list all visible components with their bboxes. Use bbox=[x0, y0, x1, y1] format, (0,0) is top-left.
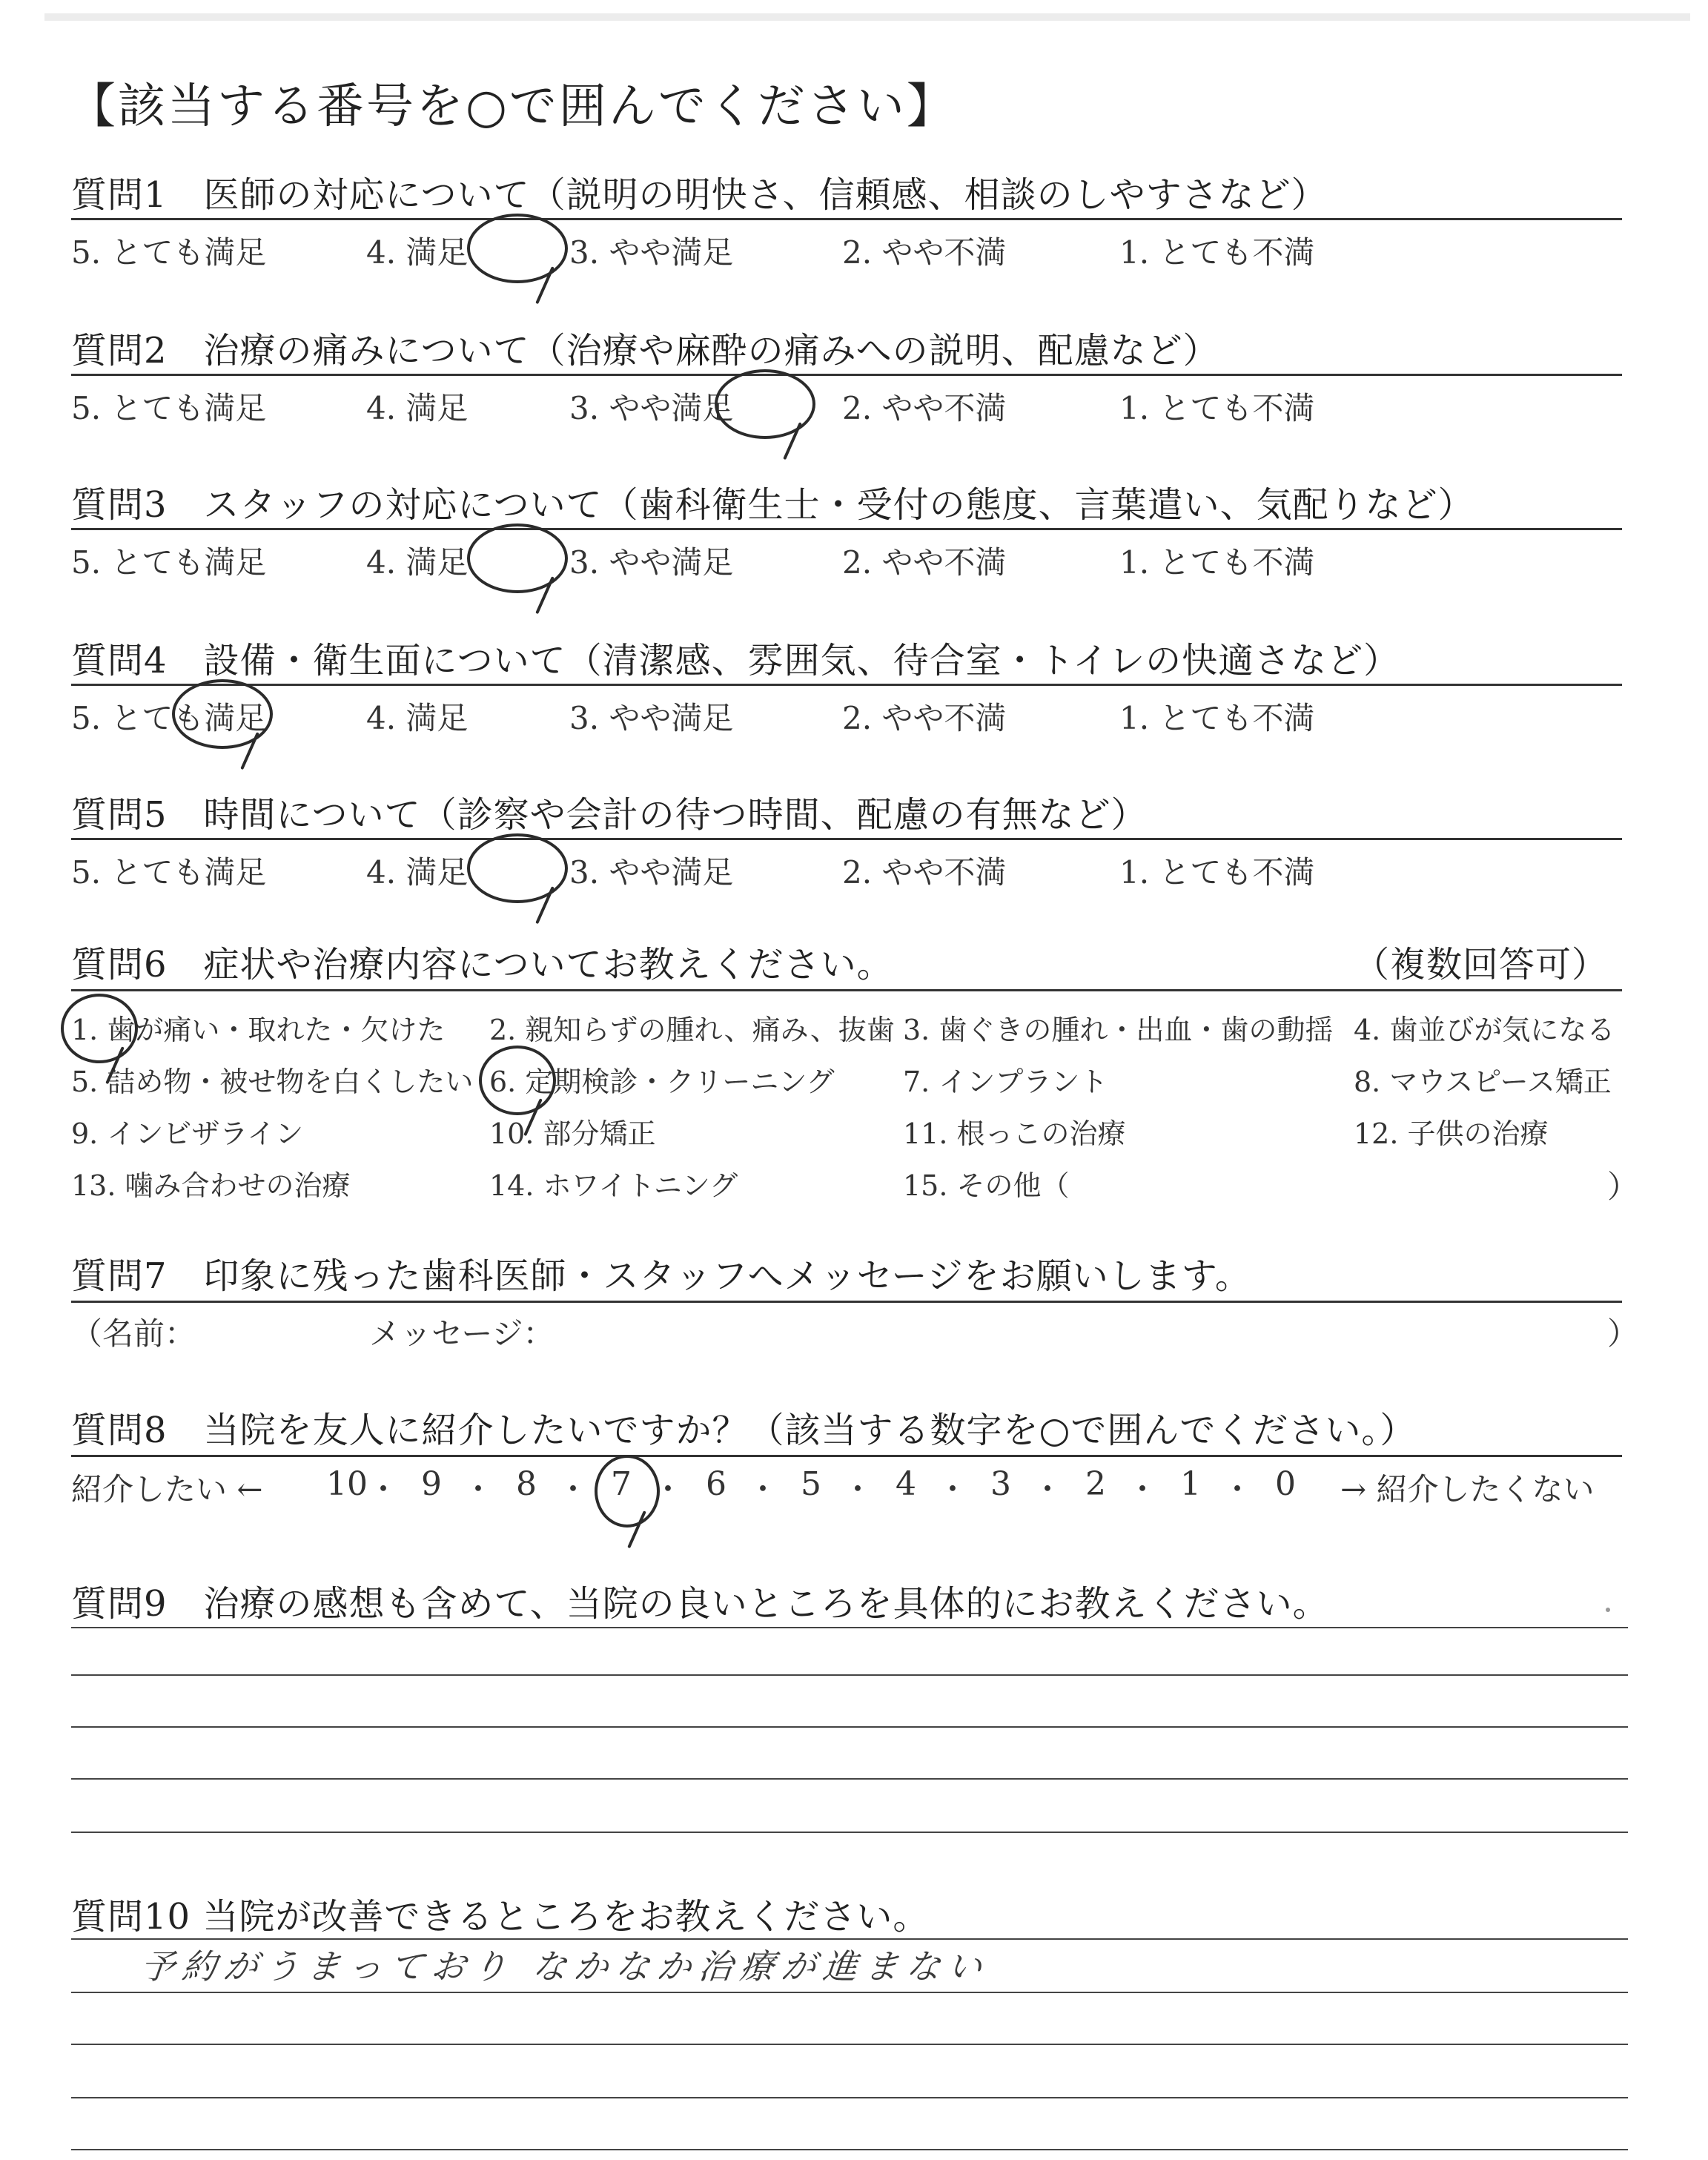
rating-option: 1. とても不満 bbox=[1119, 700, 1315, 736]
q9-writing-line bbox=[71, 1778, 1628, 1780]
answer-circle bbox=[715, 369, 815, 439]
q6-option: 6. 定期検診・クリーニング bbox=[489, 1066, 835, 1098]
question-title: 質問4 設備・衛生面について（清潔感、雰囲気、待合室・トイレの快適さなど） bbox=[71, 640, 1400, 681]
q6-answer-circle bbox=[61, 994, 138, 1063]
answer-circle bbox=[467, 524, 568, 593]
q7-name-label: （名前： bbox=[71, 1315, 196, 1352]
q6-option: 11. 根っこの治療 bbox=[903, 1117, 1126, 1150]
q8-separator: ・ bbox=[368, 1471, 400, 1507]
rating-option: 4. 満足 bbox=[366, 390, 469, 426]
rating-option: 4. 満足 bbox=[366, 234, 469, 271]
question-rule bbox=[71, 684, 1622, 686]
q6-option: 5. 詰め物・被せ物を白くしたい bbox=[71, 1066, 474, 1098]
q8-separator: ・ bbox=[1127, 1471, 1159, 1507]
q6-rule bbox=[71, 989, 1622, 991]
q8-number: 0 bbox=[1275, 1465, 1296, 1503]
question-rule bbox=[71, 528, 1622, 530]
rating-option: 5. とても満足 bbox=[71, 544, 267, 581]
q8-answer-circle bbox=[595, 1455, 660, 1527]
q9-writing-line bbox=[71, 1627, 1628, 1628]
rating-option: 2. やや不満 bbox=[842, 390, 1007, 426]
q8-separator: ・ bbox=[1032, 1471, 1064, 1507]
q8-right-label: → 紹介したくない bbox=[1340, 1471, 1595, 1507]
rating-option: 5. とても満足 bbox=[71, 700, 267, 736]
q8-number: 9 bbox=[421, 1465, 442, 1503]
q8-number: 8 bbox=[516, 1465, 537, 1503]
q8-number: 1 bbox=[1180, 1465, 1201, 1503]
rating-option: 5. とても満足 bbox=[71, 854, 267, 891]
q6-note: （複数回答可） bbox=[1354, 944, 1609, 985]
q6-option: 4. 歯並びが気になる bbox=[1354, 1014, 1615, 1046]
answer-circle bbox=[467, 833, 568, 903]
q9-writing-line bbox=[71, 1832, 1628, 1833]
q8-number: 10 bbox=[326, 1465, 368, 1503]
q8-separator: ・ bbox=[557, 1471, 589, 1507]
q8-separator: ・ bbox=[747, 1471, 779, 1507]
q6-option: 1. 歯が痛い・取れた・欠けた bbox=[71, 1014, 446, 1046]
q10-writing-line bbox=[71, 1992, 1628, 1993]
rating-option: 3. やや満足 bbox=[569, 544, 734, 581]
rating-option: 1. とても不満 bbox=[1119, 854, 1315, 891]
rating-option: 3. やや満足 bbox=[569, 854, 734, 891]
q8-number: 3 bbox=[990, 1465, 1011, 1503]
q9-writing-line bbox=[71, 1674, 1628, 1676]
rating-option: 3. やや満足 bbox=[569, 234, 734, 271]
q10-writing-line bbox=[71, 2044, 1628, 2045]
question-title: 質問5 時間について（診察や会計の待つ時間、配慮の有無など） bbox=[71, 794, 1148, 836]
question-title: 質問1 医師の対応について（説明の明快さ、信頼感、相談のしやすさなど） bbox=[71, 174, 1328, 216]
q7-message-label: メッセージ： bbox=[369, 1315, 555, 1352]
rating-option: 3. やや満足 bbox=[569, 700, 734, 736]
rating-option: 2. やや不満 bbox=[842, 854, 1007, 891]
q9-writing-line bbox=[71, 1726, 1628, 1728]
q8-left-label: 紹介したい ← bbox=[71, 1471, 263, 1507]
rating-option: 5. とても満足 bbox=[71, 234, 267, 271]
q7-title: 質問7 印象に残った歯科医師・スタッフへメッセージをお願いします。 bbox=[71, 1255, 1251, 1297]
q6-title: 質問6 症状や治療内容についてお教えください。 bbox=[71, 944, 893, 985]
question-rule bbox=[71, 218, 1622, 220]
question-title: 質問3 スタッフの対応について（歯科衛生士・受付の態度、言葉遣い、気配りなど） bbox=[71, 484, 1474, 526]
q8-separator: ・ bbox=[463, 1471, 494, 1507]
q8-number: 6 bbox=[706, 1465, 726, 1503]
q6-option: 3. 歯ぐきの腫れ・出血・歯の動揺 bbox=[903, 1014, 1334, 1046]
rating-option: 4. 満足 bbox=[366, 544, 469, 581]
rating-option: 2. やや不満 bbox=[842, 544, 1007, 581]
answer-circle bbox=[172, 679, 273, 749]
q9-title: 質問9 治療の感想も含めて、当院の良いところを具体的にお教えください。 bbox=[71, 1583, 1329, 1625]
q8-number: 7 bbox=[611, 1465, 632, 1503]
q8-separator: ・ bbox=[842, 1471, 874, 1507]
q10-writing-line bbox=[71, 2097, 1628, 2098]
q10-title: 質問10 当院が改善できるところをお教えください。 bbox=[71, 1896, 930, 1938]
q8-title: 質問8 当院を友人に紹介したいですか？（該当する数字を○で囲んでください。） bbox=[71, 1410, 1417, 1451]
rating-option: 5. とても満足 bbox=[71, 390, 267, 426]
rating-option: 2. やや不満 bbox=[842, 234, 1007, 271]
q7-close: ） bbox=[1607, 1315, 1639, 1352]
q6-option: 8. マウスピース矯正 bbox=[1354, 1066, 1612, 1098]
instruction-header: 【該当する番号を○で囲んでください】 bbox=[68, 79, 956, 134]
question-rule bbox=[71, 838, 1622, 840]
rating-option: 4. 満足 bbox=[366, 854, 469, 891]
q6-other-close: ） bbox=[1607, 1169, 1639, 1205]
q8-separator: ・ bbox=[1222, 1471, 1254, 1507]
q6-option: 14. ホワイトニング bbox=[489, 1169, 738, 1202]
question-title: 質問2 治療の痛みについて（治療や麻酔の痛みへの説明、配慮など） bbox=[71, 330, 1219, 371]
q6-option: 13. 噛み合わせの治療 bbox=[71, 1169, 351, 1202]
q6-option: 15. その他（ bbox=[903, 1169, 1070, 1202]
q6-option: 2. 親知らずの腫れ、痛み、抜歯 bbox=[489, 1014, 895, 1046]
q10-handwritten-answer: 予約がうまっており なかなか治療が進まない bbox=[138, 1946, 992, 1986]
rating-option: 3. やや満足 bbox=[569, 390, 734, 426]
q8-number: 5 bbox=[801, 1465, 821, 1503]
q6-option: 7. インプラント bbox=[903, 1066, 1108, 1098]
q7-rule bbox=[71, 1301, 1622, 1303]
answer-circle bbox=[467, 214, 568, 283]
q8-rule bbox=[71, 1455, 1622, 1457]
q6-option: 12. 子供の治療 bbox=[1354, 1117, 1549, 1150]
rating-option: 2. やや不満 bbox=[842, 700, 1007, 736]
q6-answer-circle bbox=[479, 1046, 556, 1115]
q8-separator: ・ bbox=[937, 1471, 969, 1507]
q6-option: 9. インビザライン bbox=[71, 1117, 304, 1150]
rating-option: 4. 満足 bbox=[366, 700, 469, 736]
rating-option: 1. とても不満 bbox=[1119, 390, 1315, 426]
question-rule bbox=[71, 374, 1622, 376]
rating-option: 1. とても不満 bbox=[1119, 544, 1315, 581]
q8-number: 2 bbox=[1085, 1465, 1106, 1503]
q8-separator: ・ bbox=[652, 1471, 684, 1507]
scan-top-border bbox=[44, 13, 1690, 21]
q8-number: 4 bbox=[896, 1465, 916, 1503]
q6-option: 10. 部分矯正 bbox=[489, 1117, 656, 1150]
scan-speck bbox=[1606, 1608, 1610, 1612]
rating-option: 1. とても不満 bbox=[1119, 234, 1315, 271]
q10-writing-line bbox=[71, 2149, 1628, 2150]
